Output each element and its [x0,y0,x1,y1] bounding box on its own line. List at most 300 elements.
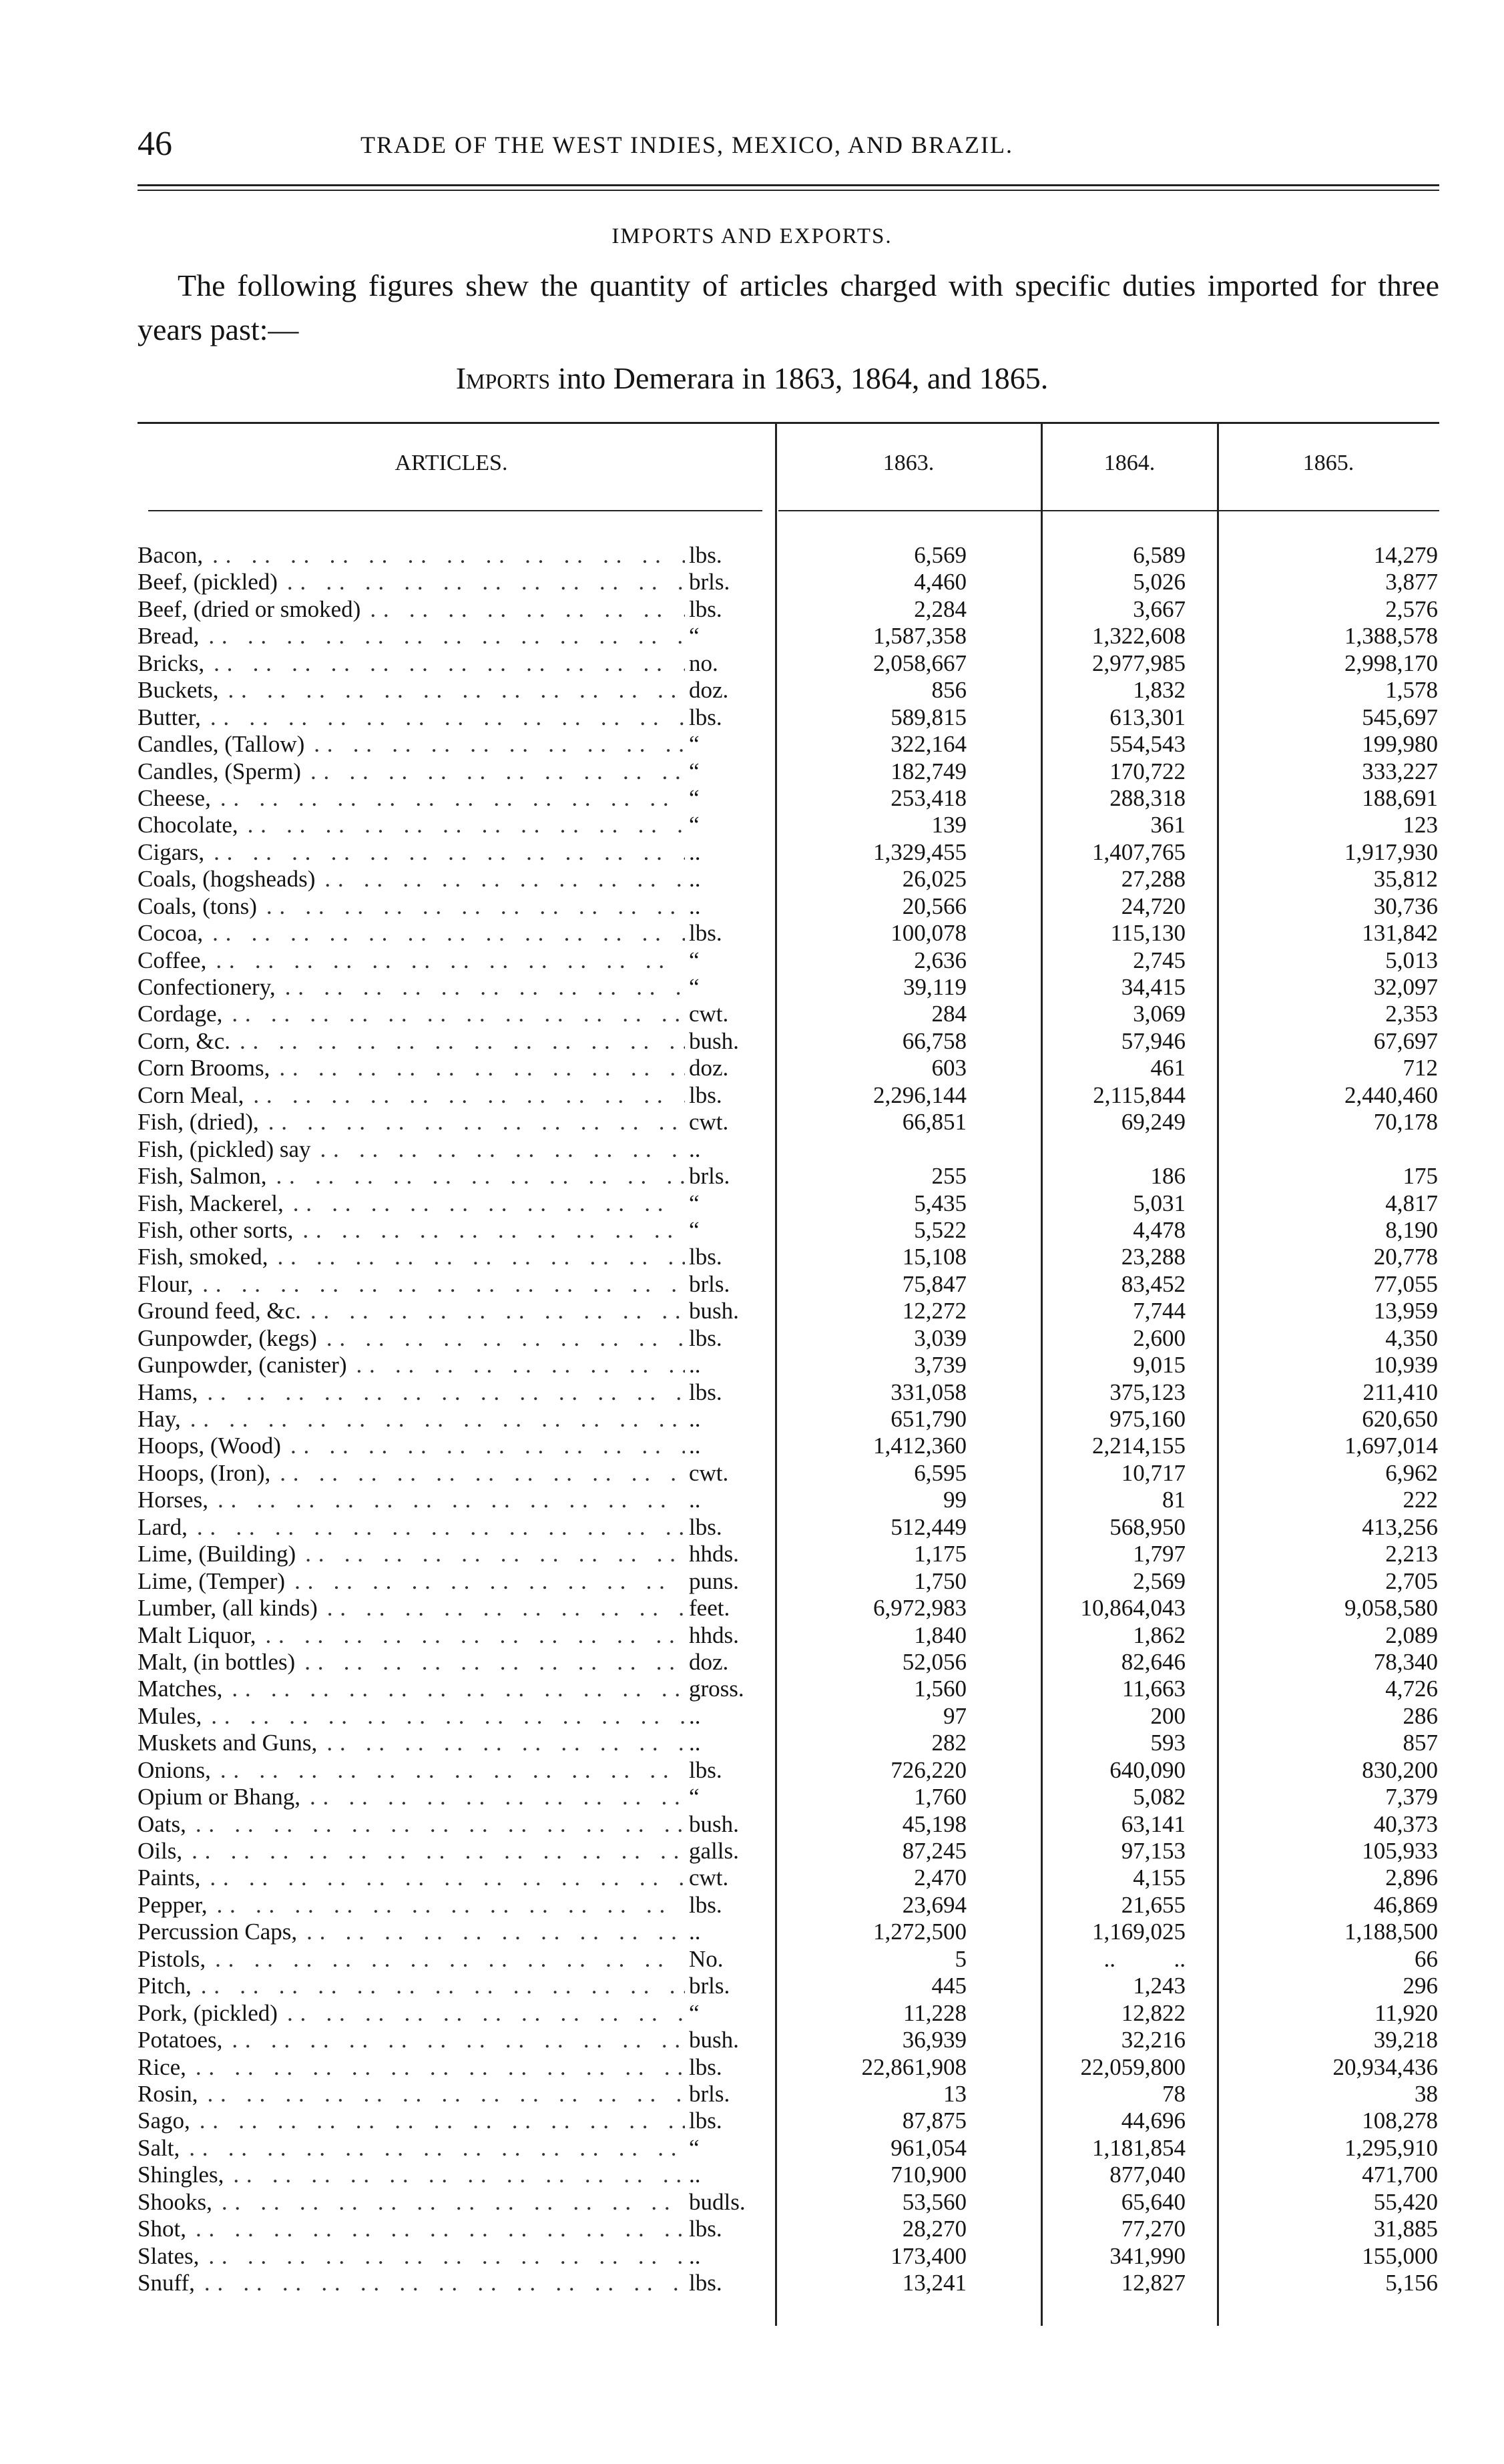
dot-leader [281,1433,685,1459]
value-1864: .. .. [1103,1945,1186,1972]
value-1863: 3,739 [914,1352,967,1379]
table-row [138,1055,1439,1081]
value-1864: 593 [1150,1730,1186,1756]
unit-cell: lbs. [689,1513,722,1540]
imports-table-body [138,542,1439,2296]
value-1864: 2,600 [1133,1324,1186,1351]
article-cell [138,1514,685,1541]
value-1864: 5,026 [1133,569,1186,595]
unit-cell: doz. [689,677,729,704]
value-1865: 1,578 [1385,677,1438,704]
article-name: Rosin, [138,2080,198,2107]
dot-leader [193,1271,685,1298]
value-1863: 1,587,358 [873,623,967,650]
table-row [138,1919,1439,1945]
article-name: Snuff, [138,2270,195,2296]
running-title: TRADE OF THE WEST INDIES, MEXICO, AND BRAZIL. [360,132,1013,158]
article-cell [138,920,685,947]
table-row [138,1379,1439,1406]
value-1863: 75,847 [902,1270,967,1297]
article-name: Cigars, [138,838,205,865]
value-1864: 186 [1150,1163,1186,1190]
value-1863: 726,220 [891,1756,967,1783]
value-1865: 10,939 [1373,1352,1438,1379]
value-1863: 1,750 [914,1567,967,1594]
table-row [138,1676,1439,1702]
unit-cell: puns. [689,1567,739,1594]
dot-leader [206,1946,685,1973]
value-1865: 830,200 [1362,1756,1438,1783]
dot-leader [295,1649,685,1676]
value-1864: 44,696 [1121,2108,1186,2134]
unit-cell: “ [689,758,700,784]
value-1864: 975,160 [1109,1406,1186,1432]
value-1865: 14,279 [1373,542,1438,568]
dot-leader [300,1784,685,1810]
table-row [138,1190,1439,1217]
unit-cell: gross. [689,1676,744,1702]
value-1864: 7,744 [1133,1298,1186,1324]
value-1865: 2,353 [1385,1001,1438,1027]
value-1863: 2,636 [914,947,967,973]
article-name: Corn, &c. [138,1027,231,1054]
value-1864: 63,141 [1121,1810,1186,1837]
article-cell [138,1973,685,1999]
article-name: Cocoa, [138,920,204,947]
value-1864: 34,415 [1121,974,1186,1000]
value-1865: 286 [1403,1702,1438,1729]
article-cell [138,1649,685,1676]
article-cell [138,1136,685,1163]
dot-leader [268,1244,685,1270]
table-row [138,1109,1439,1136]
dot-leader [276,974,685,1001]
value-1863: 961,054 [891,2134,967,2161]
value-1864: 115,130 [1110,920,1186,947]
value-1863: 253,418 [891,784,967,811]
table-row [138,2000,1439,2027]
table-row [138,839,1439,866]
value-1865: 6,962 [1385,1459,1438,1486]
value-1864: 2,115,844 [1093,1081,1186,1108]
dot-leader [230,1028,685,1055]
unit-cell: lbs. [689,1891,722,1918]
article-cell [138,2108,685,2134]
value-1863: 99 [943,1487,967,1513]
value-1865: 222 [1403,1487,1438,1513]
dot-leader [284,1190,685,1217]
value-1864: 568,950 [1109,1513,1186,1540]
article-cell [138,1703,685,1730]
value-1864: 1,862 [1133,1622,1186,1648]
article-cell [138,812,685,838]
dot-leader [211,785,685,812]
article-cell [138,1838,685,1865]
table-row [138,1271,1439,1298]
dot-leader [224,2162,685,2188]
value-1864: 3,069 [1133,1001,1186,1027]
article-cell [138,893,685,920]
value-1863: 282 [931,1730,967,1756]
article-cell [138,1055,685,1081]
value-1864: 200 [1150,1702,1186,1729]
article-name: Cheese, [138,784,211,811]
value-1863: 5 [955,1945,967,1972]
article-name: Hoops, (Iron), [138,1459,271,1486]
value-1864: 1,322,608 [1092,623,1186,650]
value-1864 [967,1136,1186,1163]
table-row [138,920,1439,947]
article-cell [138,1892,685,1919]
article-name: Oats, [138,1810,186,1837]
article-cell [138,569,685,595]
table-row [138,731,1439,758]
unit-cell: .. [689,1702,701,1729]
table-row [138,1244,1439,1270]
article-cell [138,2162,685,2188]
unit-cell: .. [689,893,701,919]
article-cell [138,1946,685,1973]
unit-cell: cwt. [689,1109,729,1136]
article-cell [138,1190,685,1217]
article-cell [138,1298,685,1324]
dot-leader [222,2027,685,2053]
table-row [138,2270,1439,2296]
value-1863: 589,815 [891,704,967,730]
article-name: Shot, [138,2216,186,2242]
table-row [138,1730,1439,1756]
article-name: Pitch, [138,1973,192,1999]
unit-cell: lbs. [689,920,722,947]
value-1863: 13 [943,2080,967,2107]
value-1865: 1,388,578 [1344,623,1438,650]
value-1865: 32,097 [1373,974,1438,1000]
article-cell [138,1784,685,1810]
value-1863: 331,058 [891,1379,967,1405]
article-cell [138,1541,685,1567]
table-row [138,2216,1439,2242]
intro-paragraph: The following figures shew the quantity of articles charged with specific duties imported for three years past:— [138,268,1439,346]
dot-leader [182,1838,685,1865]
unit-cell: “ [689,731,700,758]
value-1863: 4,460 [914,569,967,595]
table-row [138,1541,1439,1567]
header-under-rule-right [778,510,1439,511]
article-name: Lime, (Building) [138,1541,296,1567]
value-1865: 211,410 [1362,1379,1438,1405]
dot-leader [296,1541,685,1567]
dot-leader [304,731,685,758]
value-1863: 284 [931,1001,967,1027]
unit-cell: lbs. [689,2270,722,2296]
dot-leader [317,1730,685,1756]
table-row [138,1001,1439,1027]
dot-leader [203,920,685,947]
article-name: Bricks, [138,650,205,676]
article-name: Coals, (hogsheads) [138,866,316,893]
article-cell [138,1811,685,1838]
article-name: Hay, [138,1406,181,1432]
table-row [138,677,1439,704]
unit-cell: cwt. [689,1001,729,1027]
article-cell [138,596,685,623]
dot-leader [208,1487,685,1513]
value-1864: 461 [1150,1055,1186,1081]
value-1863: 26,025 [902,866,967,893]
article-cell [138,650,685,677]
dot-leader [256,1622,685,1649]
dot-leader [198,1379,685,1406]
value-1863: 2,058,667 [873,650,967,676]
article-cell [138,1730,685,1756]
article-name: Muskets and Guns, [138,1730,318,1756]
unit-cell: .. [689,1352,701,1379]
dot-leader [211,1757,685,1784]
unit-cell: brls. [689,1163,730,1190]
dot-leader [278,2000,685,2027]
value-1865: 2,576 [1385,595,1438,622]
value-1863: 651,790 [891,1406,967,1432]
unit-cell: bush. [689,1027,739,1054]
unit-cell: lbs. [689,595,722,622]
value-1864: 78 [1162,2080,1186,2107]
article-cell [138,1217,685,1244]
unit-cell: “ [689,812,700,838]
table-row [138,1649,1439,1676]
unit-cell: galls. [689,1838,739,1864]
value-1863: 6,972,983 [873,1595,967,1622]
unit-cell: .. [689,2162,701,2188]
dot-leader [203,542,685,569]
dot-leader [188,1514,685,1541]
article-cell [138,839,685,866]
dot-leader [315,866,685,893]
value-1864: 97,153 [1121,1838,1186,1864]
dot-leader [270,1055,685,1081]
dot-leader [278,569,685,595]
article-name: Pistols, [138,1945,206,1972]
table-row [138,1973,1439,1999]
table-row [138,947,1439,974]
value-1863: 5,522 [914,1216,967,1243]
article-cell [138,731,685,758]
article-cell [138,2054,685,2081]
value-1864: 4,155 [1133,1865,1186,1891]
value-1864: 288,318 [1109,784,1186,811]
value-1864: 4,478 [1133,1216,1186,1243]
table-row [138,2135,1439,2162]
table-row [138,596,1439,623]
value-1864: 2,569 [1133,1567,1186,1594]
value-1864: 83,452 [1121,1270,1186,1297]
value-1864: 1,181,854 [1092,2134,1186,2161]
value-1865: 20,934,436 [1332,2053,1438,2080]
article-name: Fish, (dried), [138,1109,259,1136]
dot-leader [222,1676,685,1702]
unit-cell: .. [689,1433,701,1459]
article-name: Percussion Caps, [138,1919,298,1945]
value-1863: 6,569 [914,542,967,568]
value-1865: 38 [1415,2080,1438,2107]
value-1864: 12,822 [1121,1999,1186,2026]
table-row [138,2054,1439,2081]
article-name: Hoops, (Wood) [138,1433,281,1459]
unit-cell: hhds. [689,1541,739,1567]
unit-cell: cwt. [689,1459,729,1486]
value-1863: 36,939 [902,2027,967,2053]
article-cell [138,1676,685,1702]
unit-cell: cwt. [689,1865,729,1891]
table-row [138,1514,1439,1541]
table-row [138,1298,1439,1324]
article-name: Bread, [138,623,200,650]
table-title [0,360,1504,396]
table-row [138,1703,1439,1730]
article-name: Salt, [138,2134,180,2161]
article-cell [138,2270,685,2296]
unit-cell: “ [689,974,700,1000]
value-1863: 66,758 [902,1027,967,1054]
value-1865: 4,726 [1385,1676,1438,1702]
table-row [138,623,1439,650]
article-name: Candles, (Tallow) [138,731,305,758]
table-row [138,1163,1439,1190]
table-row [138,1217,1439,1244]
value-1863: 11,228 [903,1999,967,2026]
value-1865: 9,058,580 [1344,1595,1438,1622]
article-name: Gunpowder, (kegs) [138,1324,317,1351]
article-name: Horses, [138,1487,208,1513]
value-1865: 155,000 [1362,2242,1438,2269]
unit-cell: lbs. [689,704,722,730]
unit-cell: lbs. [689,2053,722,2080]
dot-leader [190,2108,685,2134]
value-1864: 1,797 [1133,1541,1186,1567]
article-name: Malt Liquor, [138,1622,256,1648]
value-1865: 1,295,910 [1344,2134,1438,2161]
value-1864: 640,090 [1109,1756,1186,1783]
article-name: Cordage, [138,1001,223,1027]
table-row [138,2081,1439,2108]
unit-cell: .. [689,838,701,865]
dot-leader [267,1163,685,1190]
article-cell [138,2243,685,2270]
dot-leader [301,758,685,785]
article-cell [138,704,685,731]
value-1865: 2,896 [1385,1865,1438,1891]
dot-leader [311,1136,685,1163]
value-1864: 23,288 [1121,1244,1186,1270]
value-1864: 10,717 [1121,1459,1186,1486]
value-1864: 9,015 [1133,1352,1186,1379]
dot-leader [270,1460,685,1487]
value-1865: 175 [1403,1163,1438,1190]
article-cell [138,1082,685,1109]
article-cell [138,1406,685,1433]
value-1865: 39,218 [1373,2027,1438,2053]
article-cell [138,1244,685,1270]
value-1863: 97 [943,1702,967,1729]
article-name: Flour, [138,1270,194,1297]
unit-cell: .. [689,1919,701,1945]
dot-leader [208,1892,685,1919]
value-1863: 1,175 [914,1541,967,1567]
dot-leader [195,2270,685,2296]
table-row [138,758,1439,785]
table-row [138,542,1439,569]
value-1863: 512,449 [891,1513,967,1540]
value-1863: 182,749 [891,758,967,784]
unit-cell: lbs. [689,1324,722,1351]
value-1865: 123 [1403,812,1438,838]
value-1864: 21,655 [1121,1891,1186,1918]
value-1865: 712 [1403,1055,1438,1081]
value-1863: 1,840 [914,1622,967,1648]
value-1865: 1,697,014 [1344,1433,1438,1459]
header-rule-bottom [138,190,1439,191]
dot-leader [186,2054,685,2081]
value-1865: 3,877 [1385,569,1438,595]
table-row [138,2243,1439,2270]
value-1864: 5,082 [1133,1784,1186,1810]
value-1863 [776,1136,967,1163]
unit-cell: lbs. [689,1379,722,1405]
value-1865: 5,013 [1385,947,1438,973]
article-name: Gunpowder, (canister) [138,1352,347,1379]
article-cell [138,2135,685,2162]
value-1864: 877,040 [1109,2162,1186,2188]
value-1864: 5,031 [1133,1190,1186,1216]
dot-leader [186,2216,685,2242]
table-row [138,1865,1439,1891]
table-title-rest: into Demerara in 1863, 1864, and 1865. [550,361,1049,395]
value-1864: 57,946 [1121,1027,1186,1054]
unit-cell: “ [689,623,700,650]
value-1863: 139 [931,812,967,838]
dot-leader [259,1109,685,1136]
article-cell [138,1028,685,1055]
dot-leader [219,677,685,704]
value-1865: 2,440,460 [1344,1081,1438,1108]
value-1865: 105,933 [1362,1838,1438,1864]
value-1864: 24,720 [1121,893,1186,919]
table-row [138,785,1439,812]
value-1865: 620,650 [1362,1406,1438,1432]
value-1864: 1,832 [1133,677,1186,704]
article-name: Fish, other sorts, [138,1216,294,1243]
value-1863: 1,272,500 [873,1919,967,1945]
dot-leader [200,1865,685,1891]
article-cell [138,1622,685,1649]
table-row [138,1325,1439,1352]
article-cell [138,542,685,569]
article-cell [138,2000,685,2027]
value-1865: 131,842 [1362,920,1438,947]
table-row [138,2189,1439,2216]
value-1865: 78,340 [1373,1648,1438,1675]
value-1865: 188,691 [1362,784,1438,811]
value-1864: 12,827 [1121,2270,1186,2296]
article-cell [138,1460,685,1487]
article-cell [138,947,685,974]
value-1865: 5,156 [1385,2270,1438,2296]
value-1865: 413,256 [1362,1513,1438,1540]
article-cell [138,866,685,893]
value-1863: 2,296,144 [873,1081,967,1108]
table-row [138,2108,1439,2134]
unit-cell: brls. [689,1270,730,1297]
unit-cell: brls. [689,2080,730,2107]
